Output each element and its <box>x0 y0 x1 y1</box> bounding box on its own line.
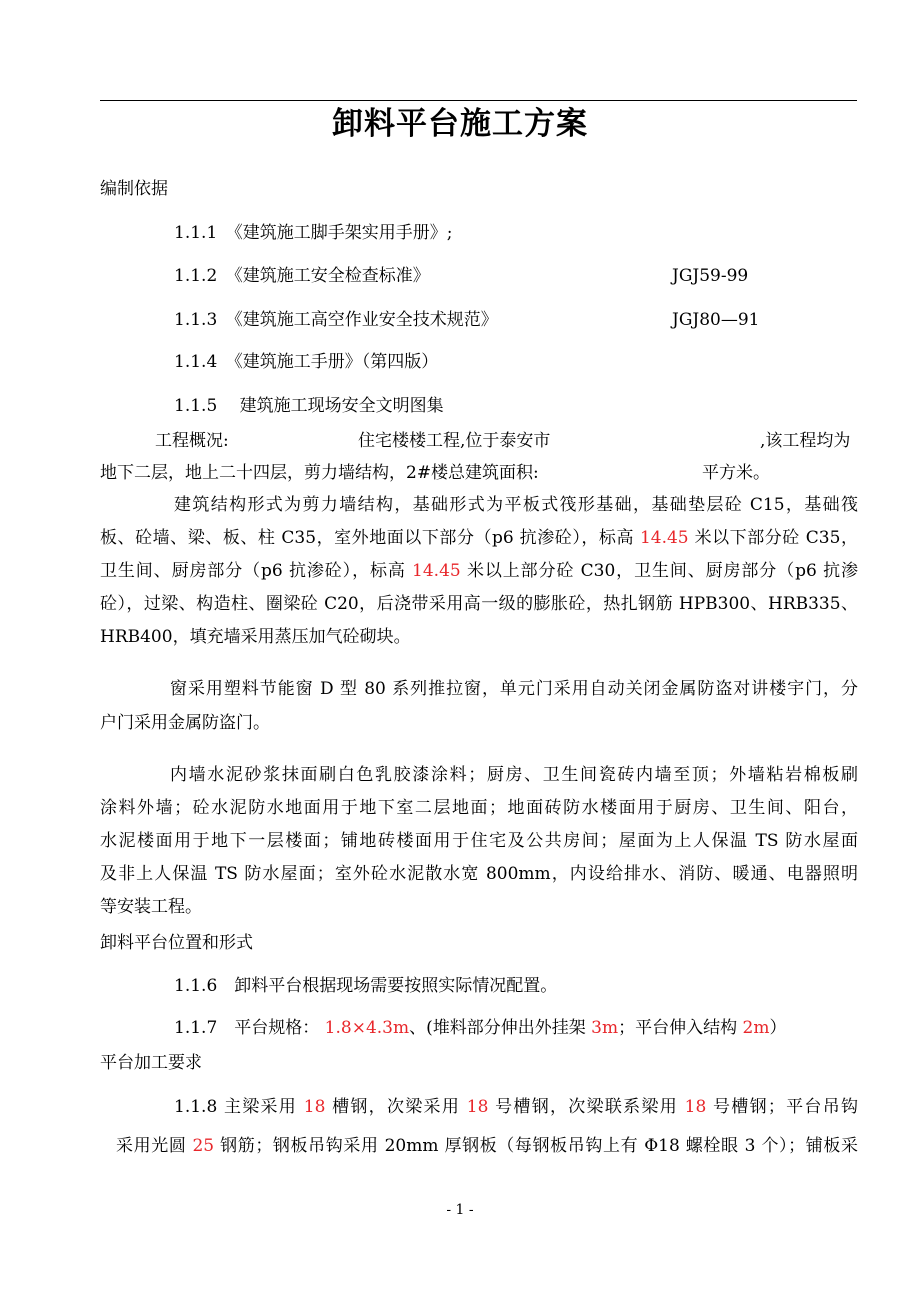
text-line <box>170 678 858 700</box>
text-segment: 平台加工要求 <box>100 1053 202 1073</box>
text-line <box>174 975 557 997</box>
text-line <box>100 626 411 648</box>
text-segment: 1.1.4 《建筑施工手册》（第四版） <box>174 352 439 372</box>
text-segment: 槽钢，次梁采用 <box>325 1097 467 1117</box>
text-segment: 住宅楼楼工程,位于泰安市 <box>358 431 551 451</box>
text-line <box>760 430 850 452</box>
text-segment: 卫生间、厨房部分（p6 抗渗砼），标高 <box>100 561 413 581</box>
text-segment: JGJ59-99 <box>672 266 749 286</box>
document-title: 卸料平台施工方案 <box>332 106 588 142</box>
text-segment: ；平台伸入结构 <box>618 1018 743 1038</box>
text-line <box>100 896 202 918</box>
text-segment: 、(堆料部分伸出外挂架 <box>409 1018 592 1038</box>
highlighted-value: 18 <box>466 1097 489 1117</box>
text-line <box>155 430 229 452</box>
text-line <box>100 863 858 885</box>
text-line <box>174 1017 786 1039</box>
highlighted-value: 18 <box>684 1097 707 1117</box>
highlighted-value: 1.8×4.3m <box>324 1018 410 1038</box>
text-segment: 1.1.8 主梁采用 <box>174 1097 304 1117</box>
text-segment: 水泥楼面用于地下一层楼面；铺地砖楼面用于住宅及公共房间；屋面为上人保温 TS 防水屋面 <box>100 831 858 851</box>
text-segment: HRB400，填充墙采用蒸压加气砼砌块。 <box>100 627 411 647</box>
text-segment: 1.1.5 建筑施工现场安全文明图集 <box>174 396 444 416</box>
text-segment: 卸料平台位置和形式 <box>100 933 253 953</box>
text-line <box>358 430 550 452</box>
text-segment: 涂料外墙；砼水泥防水地面用于地下室二层地面；地面砖防水楼面用于厨房、卫生间、阳台， <box>100 798 858 818</box>
highlighted-value: 18 <box>303 1097 326 1117</box>
text-line <box>100 527 858 549</box>
text-segment: 内墙水泥砂浆抹面刷白色乳胶漆涂料；厨房、卫生间瓷砖内墙至顶；外墙粘岩棉板刷 <box>170 765 858 785</box>
highlighted-value: 25 <box>192 1136 215 1156</box>
text-line <box>100 797 858 819</box>
text-segment: 号槽钢；平台吊钩 <box>706 1097 858 1117</box>
text-segment: 1.1.6 卸料平台根据现场需要按照实际情况配置。 <box>174 976 558 996</box>
text-line <box>100 462 539 484</box>
text-segment: 板、砼墙、梁、板、柱 C35，室外地面以下部分（p6 抗渗砼），标高 <box>100 528 640 548</box>
text-line <box>100 932 253 954</box>
text-line <box>174 309 498 331</box>
text-line <box>174 395 444 417</box>
text-line <box>100 712 270 734</box>
text-segment: JGJ80—91 <box>672 310 760 330</box>
text-line <box>174 1096 858 1118</box>
text-segment: 1.1.1 《建筑施工脚手架实用手册》; <box>174 223 453 243</box>
highlighted-value: 3m <box>591 1018 619 1038</box>
text-segment: ,该工程均为 <box>760 431 851 451</box>
text-segment: 号槽钢，次梁联系梁用 <box>488 1097 685 1117</box>
text-segment: 窗采用塑料节能窗 D 型 80 系列推拉窗，单元门采用自动关闭金属防盗对讲楼宇门，分 <box>170 679 858 699</box>
text-segment: 采用光圆 <box>116 1136 193 1156</box>
text-segment: 1.1.3 《建筑施工高空作业安全技术规范》 <box>174 310 498 330</box>
text-line <box>100 830 858 852</box>
text-line <box>116 1135 858 1157</box>
text-segment: 1.1.7 平台规格： <box>174 1018 325 1038</box>
text-segment: 钢筋；钢板吊钩采用 20mm 厚钢板（每钢板吊钩上有 Φ18 螺栓眼 3 个）；铺板采 <box>214 1136 858 1156</box>
text-line <box>100 560 858 582</box>
text-segment: 建筑结构形式为剪力墙结构，基础形式为平板式筏形基础，基础垫层砼 C15，基础筏 <box>174 495 858 515</box>
text-segment: 工程概况: <box>155 431 229 451</box>
text-segment: 等安装工程。 <box>100 897 202 917</box>
text-segment: 砼），过梁、构造柱、圈梁砼 C20，后浇带采用高一级的膨胀砼，热扎钢筋 HPB300、HRB335、 <box>100 594 858 614</box>
text-line <box>170 764 858 786</box>
text-line <box>100 178 168 200</box>
text-segment: 及非上人保温 TS 防水屋面；室外砼水泥散水宽 800mm，内设给排水、消防、暖通、电器照明 <box>100 864 858 884</box>
text-segment: 米以上部分砼 C30，卫生间、厨房部分（p6 抗渗 <box>460 561 858 581</box>
text-line <box>672 265 748 287</box>
page-number: - 1 - <box>446 1202 474 1218</box>
text-segment: 米以下部分砼 C35， <box>688 528 858 548</box>
text-line <box>100 1052 202 1074</box>
text-segment: 平方米。 <box>702 463 770 483</box>
text-line <box>100 593 858 615</box>
highlighted-value: 14.45 <box>639 528 689 548</box>
highlighted-value: 14.45 <box>412 561 461 581</box>
text-line <box>174 494 858 516</box>
text-segment: 编制依据 <box>100 179 168 199</box>
text-line <box>174 222 452 244</box>
text-line <box>702 462 770 484</box>
text-line <box>174 265 430 287</box>
text-segment: ） <box>769 1018 787 1038</box>
text-segment: 地下二层，地上二十四层，剪力墙结构，2#楼总建筑面积: <box>100 463 539 483</box>
highlighted-value: 2m <box>742 1018 770 1038</box>
text-line <box>672 309 759 331</box>
text-segment: 1.1.2 《建筑施工安全检查标准》 <box>174 266 430 286</box>
text-line <box>174 351 438 373</box>
text-segment: 户门采用金属防盗门。 <box>100 713 270 733</box>
